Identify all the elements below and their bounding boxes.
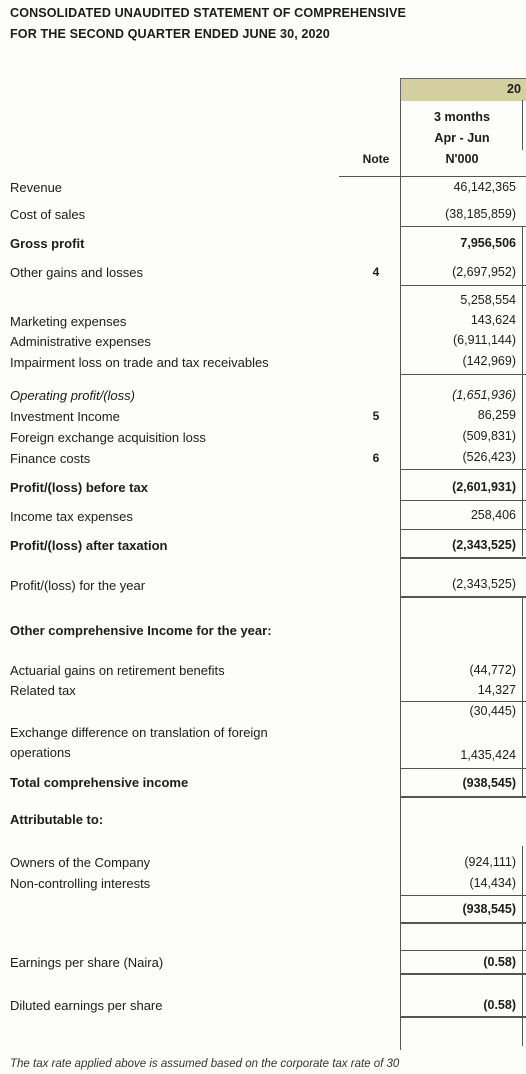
fx-loss-value: (509,831)	[462, 429, 516, 443]
revenue-value: 46,142,365	[453, 180, 516, 194]
rule-pbt-bottom	[400, 500, 526, 501]
note-underline	[339, 176, 401, 177]
investment-value: 86,259	[477, 408, 516, 422]
profit-year-value: (2,343,525)	[452, 577, 516, 591]
total-ci-label: Total comprehensive income	[10, 775, 189, 790]
owners-value: (924,111)	[464, 855, 516, 869]
attrib-heading: Attributable to:	[10, 812, 104, 827]
exchange-label-2: operations	[10, 745, 71, 760]
nci-value: (14,434)	[469, 876, 516, 890]
year-header-band	[400, 78, 526, 101]
finance-label: Finance costs	[10, 451, 91, 466]
nci-label: Non-controlling interests	[10, 876, 151, 891]
administrative-value: (6,911,144)	[452, 333, 516, 347]
gross-profit-value: 7,956,506	[460, 236, 516, 250]
investment-note: 5	[372, 409, 380, 423]
rule-pat	[400, 529, 526, 530]
rule-gross-profit	[400, 226, 526, 227]
rule-eps-bottom	[400, 973, 526, 975]
owners-label: Owners of the Company	[10, 855, 151, 870]
exchange-value: 1,435,424	[460, 748, 516, 762]
period-line-1: 3 months	[434, 110, 490, 124]
rule-operating	[400, 374, 526, 375]
related-tax-label: Related tax	[10, 683, 76, 698]
rule-total-ci-bottom	[400, 796, 526, 798]
subtotal-1-value: 5,258,554	[460, 293, 516, 307]
cost-of-sales-value: (38,185,859)	[445, 207, 516, 221]
operating-label: Operating profit/(loss)	[10, 388, 135, 403]
operating-value: (1,651,936)	[452, 388, 516, 402]
other-gains-value: (2,697,952)	[452, 265, 516, 279]
profit-year-label: Profit/(loss) for the year	[10, 578, 146, 593]
rule-attrib-bottom	[400, 922, 526, 924]
rule-total-ci	[400, 768, 526, 769]
rule-profit-year	[400, 596, 526, 598]
other-gains-label: Other gains and losses	[10, 265, 143, 280]
pat-label: Profit/(loss) after taxation	[10, 538, 168, 553]
cost-of-sales-label: Cost of sales	[10, 207, 86, 222]
gross-profit-label: Gross profit	[10, 236, 85, 251]
marketing-label: Marketing expenses	[10, 314, 127, 329]
title-line-2: FOR THE SECOND QUARTER ENDED JUNE 30, 2020	[10, 27, 330, 41]
eps-value: (0.58)	[483, 955, 516, 969]
investment-label: Investment Income	[10, 409, 120, 424]
impairment-label: Impairment loss on trade and tax receivables	[10, 355, 269, 370]
rule-attrib-total	[400, 895, 526, 896]
header-divider	[400, 176, 526, 177]
marketing-value: 143,624	[470, 313, 516, 327]
exchange-label-1: Exchange difference on translation of foreign	[10, 725, 268, 740]
title-line-1: CONSOLIDATED UNAUDITED STATEMENT OF COMPREHENSIVE	[10, 6, 407, 20]
fx-loss-label: Foreign exchange acquisition loss	[10, 430, 206, 445]
rule-subtotal-1	[400, 285, 526, 286]
impairment-value: (142,969)	[462, 354, 516, 368]
finance-value: (526,423)	[462, 450, 516, 464]
diluted-eps-label: Diluted earnings per share	[10, 998, 163, 1013]
diluted-eps-value: (0.58)	[483, 998, 516, 1012]
other-gains-note: 4	[372, 265, 380, 279]
oci-heading: Other comprehensive Income for the year:	[10, 623, 272, 638]
actuarial-value: (44,772)	[469, 663, 516, 677]
footer-note: The tax rate applied above is assumed based on the corporate tax rate of 30	[10, 1058, 400, 1070]
attrib-total-value: (938,545)	[462, 902, 516, 916]
tax-value: 258,406	[470, 508, 516, 522]
year-header: 20	[507, 82, 522, 96]
column-right-border-2	[522, 226, 523, 556]
period-line-2: Apr - Jun	[434, 131, 490, 145]
eps-label: Earnings per share (Naira)	[10, 955, 164, 970]
rule-diluted-bottom	[400, 1016, 526, 1018]
subtotal-2-value: (30,445)	[469, 704, 516, 718]
total-ci-value: (938,545)	[462, 776, 516, 790]
finance-note: 6	[372, 451, 380, 465]
rule-pbt	[400, 469, 526, 470]
rule-pat-bottom	[400, 557, 526, 559]
column-right-border-1	[522, 100, 523, 150]
administrative-label: Administrative expenses	[10, 334, 151, 349]
tax-label: Income tax expenses	[10, 509, 133, 524]
note-header: Note	[362, 152, 390, 166]
pat-value: (2,343,525)	[452, 538, 516, 552]
related-tax-value: 14,327	[477, 683, 516, 697]
rule-subtotal-2	[400, 701, 526, 702]
actuarial-label: Actuarial gains on retirement benefits	[10, 663, 225, 678]
pbt-label: Profit/(loss) before tax	[10, 480, 148, 495]
rule-eps-top	[400, 950, 526, 951]
unit-label: N'000	[445, 152, 479, 166]
revenue-label: Revenue	[10, 180, 63, 195]
pbt-value: (2,601,931)	[452, 480, 516, 494]
